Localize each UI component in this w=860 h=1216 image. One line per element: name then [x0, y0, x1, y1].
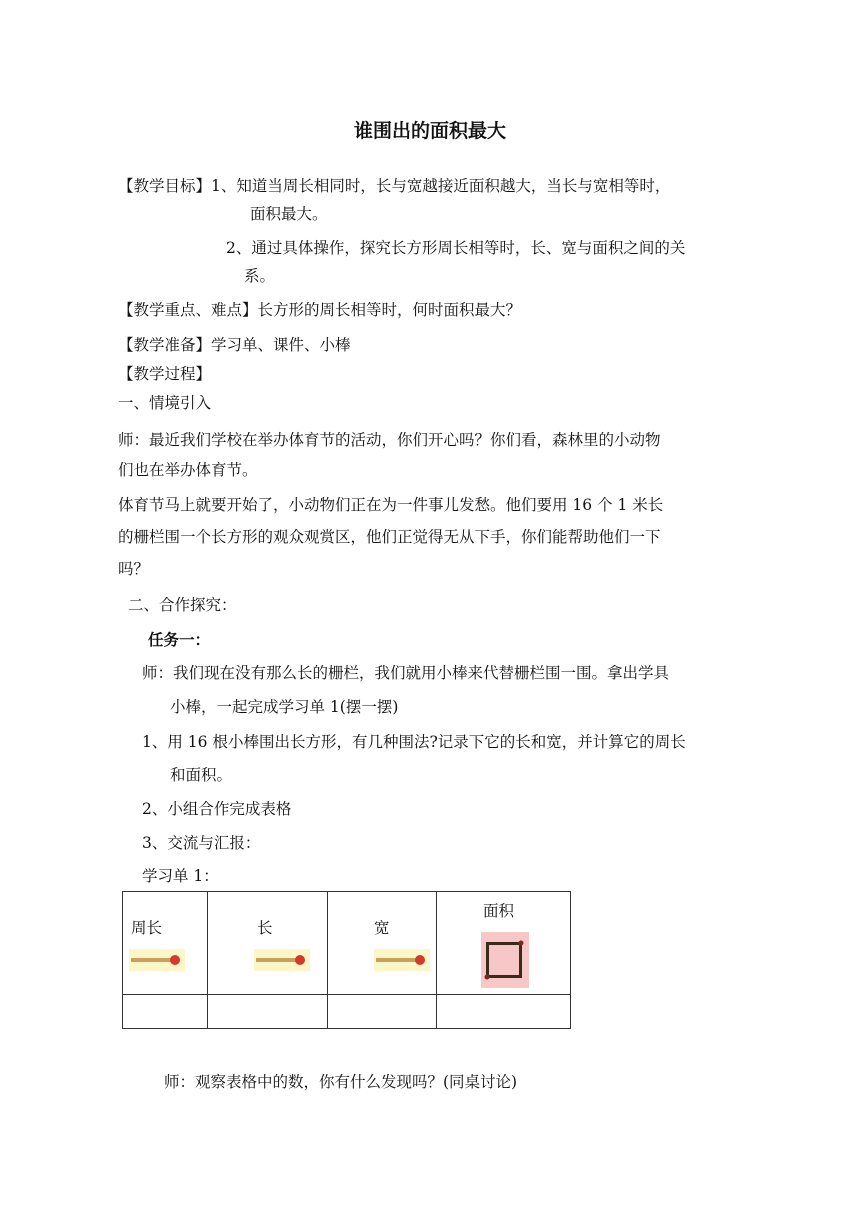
task-heading: 任务一： — [148, 631, 211, 649]
table-cell-empty — [437, 995, 571, 1029]
table-row — [123, 995, 571, 1029]
step-2: 2、小组合作完成表格 — [142, 800, 292, 818]
matchstick-icon — [129, 949, 185, 971]
section-1-para-2-line-3: 吗？ — [118, 560, 150, 578]
worksheet-label: 学习单 1： — [142, 867, 219, 885]
objective-2-text: 2、通过具体操作，探究长方形周长相等时，长、宽与面积之间的关 — [226, 239, 686, 257]
matchstick-icon — [254, 949, 310, 971]
step-1-line-2: 和面积。 — [170, 766, 233, 784]
objectives-label: 【教学目标】 — [118, 177, 212, 195]
teacher-line-2: 小棒，一起完成学习单 1(摆一摆) — [170, 698, 399, 716]
header-label-area: 面积 — [483, 902, 515, 920]
table-header-width — [328, 892, 437, 995]
table-header-row — [123, 892, 571, 995]
key-points: 【教学重点、难点】长方形的周长相等时，何时面积最大？ — [118, 301, 522, 319]
teacher-line-1: 师：我们现在没有那么长的栅栏，我们就用小棒来代替栅栏围一围。拿出学具 — [142, 664, 670, 682]
section-1-para-2-line-2: 的栅栏围一个长方形的观众观赏区，他们正觉得无从下手，你们能帮助他们一下 — [118, 528, 661, 546]
table-header-area — [437, 892, 571, 995]
section-1-para-1-line-2: 们也在举办体育节。 — [118, 461, 258, 479]
section-1-heading: 一、情境引入 — [118, 394, 212, 412]
table-header-length — [208, 892, 328, 995]
worksheet-table — [122, 891, 571, 1029]
section-1-para-1-line-1: 师：最近我们学校在举办体育节的活动，你们开心吗？你们看，森林里的小动物 — [118, 431, 661, 449]
page-title: 谁围出的面积最大 — [353, 120, 506, 142]
section-1-para-2-line-1: 体育节马上就要开始了，小动物们正在为一件事儿发愁。他们要用 16 个 1 米长 — [118, 496, 664, 514]
section-2-heading: 二、合作探究： — [128, 596, 237, 614]
closing-question: 师：观察表格中的数，你有什么发现吗？(同桌讨论) — [164, 1073, 518, 1091]
table-cell-empty — [208, 995, 328, 1029]
process-label: 【教学过程】 — [118, 365, 212, 383]
step-3: 3、交流与汇报： — [142, 834, 261, 852]
matchstick-square-icon — [481, 932, 529, 988]
table-cell-empty — [123, 995, 208, 1029]
step-1-line-1: 1、用 16 根小棒围出长方形，有几种围法?记录下它的长和宽，并计算它的周长 — [142, 733, 686, 751]
table-cell-empty — [328, 995, 437, 1029]
table-header-perimeter — [123, 892, 208, 995]
objective-1-text: 1、知道当周长相同时，长与宽越接近面积越大，当长与宽相等时， — [211, 177, 671, 195]
objectives-line-1 — [118, 176, 670, 196]
matchstick-icon — [374, 949, 430, 971]
objective-2-continuation: 系。 — [244, 267, 276, 285]
preparation: 【教学准备】学习单、课件、小棒 — [118, 336, 351, 354]
objective-1-continuation: 面积最大。 — [250, 205, 328, 223]
header-label-perimeter: 周长 — [131, 919, 163, 937]
header-label-length: 长 — [257, 919, 273, 937]
header-label-width: 宽 — [374, 919, 390, 937]
